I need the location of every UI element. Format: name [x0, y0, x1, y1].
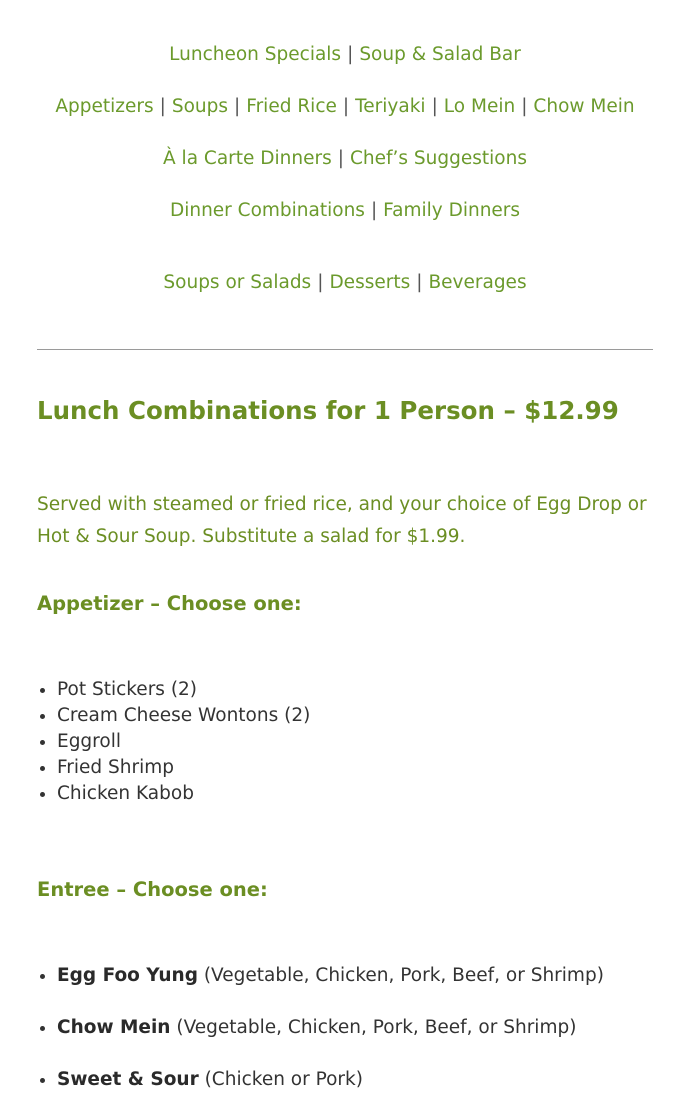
nav-link-soups[interactable]: Soups	[171, 96, 229, 117]
entree-name: Egg Foo Yung	[57, 965, 198, 986]
list-item: • Pot Stickers (2)	[57, 677, 310, 703]
entree-heading: Entree – Choose one:	[37, 878, 268, 901]
nav-separator: |	[416, 272, 423, 293]
nav-link-a-la-carte-dinners[interactable]: À la Carte Dinners	[163, 148, 332, 169]
entree-name: Sweet & Sour	[57, 1069, 199, 1090]
menu-description: Served with steamed or fried rice, and your choice of Egg Drop or Hot & Sour Soup. Substitute a salad for $1.99.	[37, 494, 647, 547]
nav-link-chow-mein[interactable]: Chow Mein	[533, 96, 635, 117]
nav-link-soups-or-salads[interactable]: Soups or Salads	[163, 272, 312, 293]
nav-separator: |	[337, 148, 344, 169]
list-item: • Cream Cheese Wontons (2)	[57, 703, 310, 729]
nav-row-3	[37, 146, 653, 172]
nav-row-2	[37, 94, 653, 120]
nav-link-soup-salad-bar[interactable]: Soup & Salad Bar	[359, 44, 521, 65]
list-item	[57, 1067, 604, 1093]
nav-separator: |	[370, 200, 378, 221]
entree-options: (Chicken or Pork)	[204, 1069, 363, 1090]
entree-name: Chow Mein	[57, 1017, 171, 1038]
list-item: • Eggroll	[57, 729, 310, 755]
list-item: • Chicken Kabob	[57, 781, 310, 807]
nav-link-teriyaki[interactable]: Teriyaki	[355, 96, 426, 117]
section-divider	[37, 349, 653, 350]
nav-link-fried-rice[interactable]: Fried Rice	[246, 96, 337, 117]
nav-link-luncheon-specials[interactable]: Luncheon Specials	[169, 44, 342, 65]
nav-separator: |	[347, 44, 354, 65]
nav-separator: |	[234, 96, 241, 117]
nav-separator: |	[431, 96, 438, 117]
nav-link-appetizers[interactable]: Appetizers	[55, 96, 154, 117]
nav-separator: |	[342, 96, 350, 117]
nav-link-dinner-combinations[interactable]: Dinner Combinations	[169, 200, 365, 221]
nav-row-1	[37, 42, 653, 68]
entree-options: (Vegetable, Chicken, Pork, Beef, or Shrimp)	[203, 965, 604, 986]
appetizer-heading: Appetizer – Choose one:	[37, 592, 302, 615]
appetizer-list	[37, 677, 310, 807]
list-item	[57, 963, 604, 989]
nav-separator: |	[159, 96, 166, 117]
nav-row-4	[37, 198, 653, 224]
nav-link-family-dinners[interactable]: Family Dinners	[383, 200, 521, 221]
list-item	[57, 1015, 604, 1041]
list-item: • Fried Shrimp	[57, 755, 310, 781]
nav-row-5	[37, 270, 653, 296]
nav-separator: |	[317, 272, 324, 293]
nav-link-lo-mein[interactable]: Lo Mein	[443, 96, 516, 117]
nav-separator: |	[521, 96, 528, 117]
nav-link-desserts[interactable]: Desserts	[329, 272, 411, 293]
entree-list	[37, 963, 604, 1119]
nav-link-chefs-suggestions[interactable]: Chef’s Suggestions	[349, 148, 527, 169]
page-title: Lunch Combinations for 1 Person – $12.99	[37, 396, 619, 425]
entree-options: (Vegetable, Chicken, Pork, Beef, or Shrimp)	[176, 1017, 577, 1038]
nav-link-beverages[interactable]: Beverages	[428, 272, 527, 293]
